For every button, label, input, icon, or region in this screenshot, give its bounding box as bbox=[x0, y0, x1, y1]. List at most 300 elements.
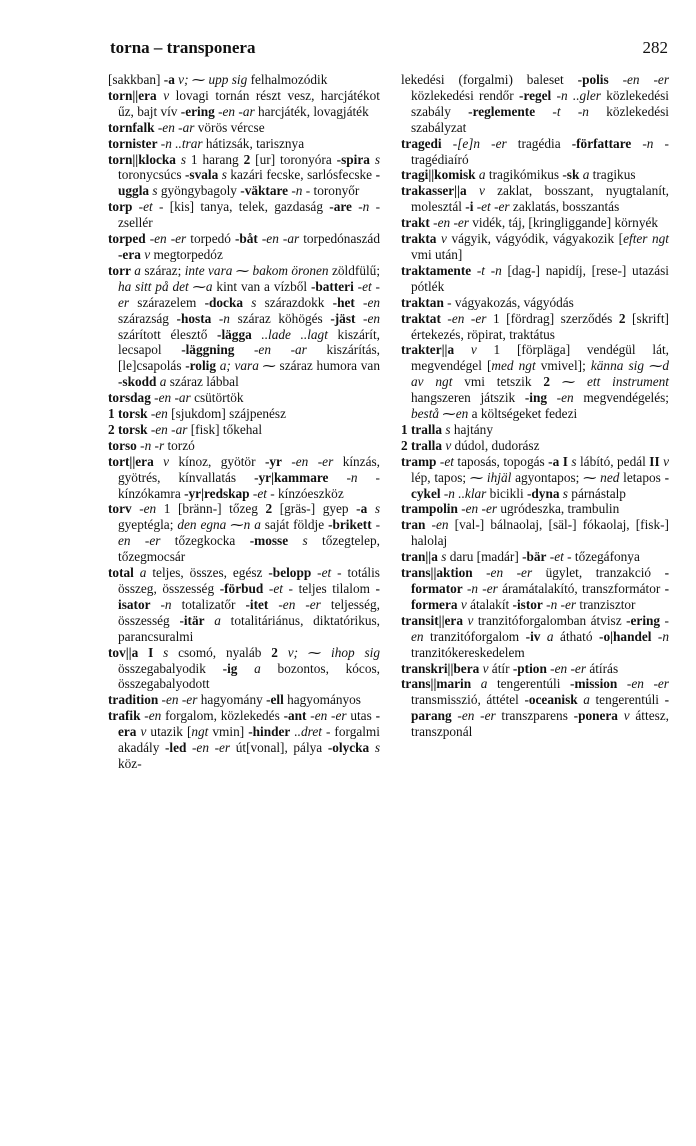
grammar-text: v bbox=[617, 708, 630, 724]
grammar-text: v bbox=[156, 87, 170, 103]
definition-text: csütörtök bbox=[190, 390, 244, 406]
grammar-text: ihjäl bbox=[486, 469, 512, 485]
grammar-text: bakom öronen bbox=[252, 262, 329, 278]
definition-text: száraz köhögés bbox=[229, 310, 331, 326]
grammar-text: efter ngt bbox=[623, 231, 670, 247]
dictionary-entry bbox=[401, 454, 669, 502]
headword-text: 2 bbox=[543, 374, 550, 390]
grammar-text: ha sitt på det bbox=[118, 278, 189, 294]
headword-text: -regel bbox=[519, 87, 552, 103]
grammar-text: -en -er bbox=[145, 231, 187, 247]
headword-text: -a I bbox=[548, 453, 568, 469]
definition-text: tengerentúli bbox=[589, 692, 665, 708]
grammar-text: a bbox=[540, 628, 554, 644]
grammar-text: -en bbox=[354, 294, 381, 310]
headword-text: -ig bbox=[222, 660, 238, 676]
definition-text: - teljes tilalom bbox=[282, 581, 376, 596]
headword-text: -belopp bbox=[268, 565, 312, 581]
grammar-text: v bbox=[457, 596, 467, 612]
headword-text: -yr|redskap bbox=[184, 485, 250, 501]
definition-text: [sakkban] bbox=[108, 72, 164, 87]
headword-text: 2 bbox=[618, 310, 626, 326]
grammar-text: -en -er bbox=[158, 692, 198, 708]
dictionary-entry bbox=[108, 438, 380, 454]
definition-text: felhalmozódik bbox=[247, 72, 328, 87]
definition-text: vmivel]; bbox=[535, 358, 591, 374]
definition-text: - toronyőr bbox=[302, 183, 360, 199]
grammar-text: -en -ar bbox=[234, 342, 307, 358]
grammar-text: -n bbox=[211, 310, 230, 326]
grammar-text: -n bbox=[328, 469, 358, 485]
grammar-text: bestå bbox=[411, 406, 440, 422]
definition-text: kiszárít, lecsapol bbox=[118, 326, 381, 358]
dictionary-entry bbox=[108, 454, 380, 502]
grammar-text: s bbox=[149, 183, 158, 199]
dictionary-entry bbox=[108, 501, 380, 565]
definition-text: bozontos, kócos, összegabalyodott bbox=[118, 660, 380, 692]
grammar-text: v; bbox=[174, 72, 192, 87]
headword-text: -väktare bbox=[240, 183, 289, 199]
definition-text: ⁓ bbox=[298, 644, 332, 660]
definition-text: megvendégelés; bbox=[573, 390, 669, 406]
headword-text: torped bbox=[108, 231, 146, 247]
dictionary-entry bbox=[401, 167, 669, 183]
grammar-text: ned bbox=[600, 469, 620, 485]
dictionary-entry bbox=[401, 565, 669, 613]
grammar-text: -et bbox=[436, 453, 454, 469]
headword-text: -era bbox=[118, 246, 141, 262]
dictionary-entry bbox=[401, 661, 669, 677]
grammar-text: -en -er bbox=[118, 517, 381, 549]
grammar-text: -n bbox=[288, 183, 303, 199]
dictionary-entry bbox=[108, 263, 380, 390]
grammar-text: -en bbox=[147, 406, 168, 422]
dictionary-entry bbox=[108, 390, 380, 406]
grammar-text: -en -er bbox=[429, 215, 469, 231]
definition-text: gyeptégla; bbox=[118, 517, 178, 533]
grammar-text: -n -er bbox=[462, 581, 498, 596]
definition-text: áramátalakító, transzformátor bbox=[497, 581, 665, 596]
definition-text: vmi tetszik bbox=[452, 374, 544, 390]
definition-text: áttesz, transzponál bbox=[411, 708, 669, 740]
grammar-text: v bbox=[462, 612, 474, 628]
definition-text: ⁓ bbox=[188, 278, 206, 294]
definition-text: közlekedési szabály bbox=[411, 87, 669, 119]
headword-text: trampolin bbox=[401, 501, 458, 517]
definition-text: szárazság bbox=[118, 310, 177, 326]
headword-text: -batteri bbox=[310, 278, 354, 294]
dictionary-entry bbox=[401, 263, 669, 295]
headword-text: -skodd bbox=[118, 374, 157, 390]
grammar-text: -en -ar bbox=[214, 103, 255, 119]
left-column bbox=[108, 72, 380, 772]
grammar-text: -en -er bbox=[472, 565, 533, 581]
headword-text: torp bbox=[108, 199, 133, 215]
headword-text: tov||a bbox=[108, 644, 139, 660]
definition-text: tranzitókereskedelem bbox=[411, 644, 525, 660]
grammar-text: ..lade ..lagt bbox=[251, 326, 328, 342]
grammar-text: -en -er bbox=[186, 740, 231, 756]
definition-text: [fisk] tőkehal bbox=[187, 421, 263, 437]
definition-text: tranzitóforgalom bbox=[423, 628, 526, 644]
headword-text: -ering bbox=[180, 103, 215, 119]
headword-text: traktan bbox=[401, 294, 444, 310]
headword-text: tran bbox=[401, 517, 426, 533]
grammar-text: d av ngt bbox=[411, 358, 670, 390]
grammar-text: -t -n bbox=[535, 103, 589, 119]
grammar-text: s bbox=[442, 421, 451, 437]
definition-text: hagyomány bbox=[197, 692, 267, 708]
definition-text: 1 [fördrag] szerződés bbox=[486, 310, 619, 326]
headword-text: tornister bbox=[108, 135, 158, 151]
grammar-text: a bbox=[204, 612, 221, 628]
definition-text: csomó, nyaláb bbox=[168, 644, 272, 660]
dictionary-entry bbox=[108, 645, 380, 693]
definition-text: közlekedési szabályzat bbox=[411, 103, 669, 135]
grammar-text: -en -er bbox=[281, 453, 334, 469]
headword-text: -mission bbox=[570, 676, 618, 692]
grammar-text: den egna bbox=[177, 517, 227, 533]
headword-text: -are bbox=[329, 199, 352, 215]
dictionary-entry bbox=[401, 438, 669, 454]
definition-text: agyontapos; ⁓ bbox=[511, 469, 601, 485]
definition-text: totalitáriánus, diktatórikus, parancsuralmi bbox=[118, 612, 380, 644]
grammar-text: -en bbox=[355, 310, 381, 326]
headword-text: -lägga bbox=[217, 326, 252, 342]
headword-text: -docka bbox=[204, 294, 243, 310]
grammar-text: -en -er bbox=[617, 676, 669, 692]
definition-text: összegabalyodik bbox=[118, 660, 223, 676]
definition-text: toronycsúcs bbox=[118, 167, 185, 183]
headword-text: trakasser||a bbox=[401, 183, 467, 199]
definition-text: vmi után] bbox=[411, 246, 463, 262]
definition-text: ⁓ bbox=[226, 517, 244, 533]
grammar-text: -n -r bbox=[136, 437, 165, 453]
definition-text: tranzitóforgalomban átvisz bbox=[473, 612, 627, 628]
grammar-text: v bbox=[454, 342, 477, 358]
headword-text: torv bbox=[108, 501, 132, 517]
definition-text: ⁓ bbox=[643, 358, 663, 374]
dictionary-entry bbox=[401, 215, 669, 231]
headword-text: trakta bbox=[401, 231, 437, 247]
grammar-text: s bbox=[567, 453, 577, 469]
grammar-text: -et bbox=[249, 485, 267, 501]
grammar-text: a bbox=[133, 565, 147, 581]
grammar-text: ihop sig bbox=[331, 644, 381, 660]
grammar-text: -n ..gler bbox=[551, 87, 601, 103]
page-header bbox=[110, 38, 668, 62]
definition-text: - [kis] tanya, telek, gazdaság bbox=[152, 199, 330, 215]
headword-text: I bbox=[148, 644, 154, 660]
definition-text: száraz lábbal bbox=[166, 374, 239, 390]
headword-text: 2 tralla bbox=[401, 437, 442, 453]
headword-text: transkri||bera bbox=[401, 660, 480, 676]
grammar-text: s bbox=[559, 485, 568, 501]
grammar-text: a bbox=[156, 374, 167, 390]
headword-text: -ant bbox=[283, 708, 307, 724]
definition-text: ⁓ bbox=[232, 262, 253, 278]
headword-text: tort||era bbox=[108, 453, 154, 469]
dictionary-entry bbox=[108, 406, 380, 422]
grammar-text: a; vara bbox=[215, 358, 259, 374]
definition-text: torpedó bbox=[186, 231, 235, 247]
grammar-text: v bbox=[479, 660, 489, 676]
grammar-text: -n bbox=[351, 199, 370, 215]
definition-text: - tragédiaíró bbox=[411, 135, 669, 167]
definition-text: daru [madár] bbox=[446, 549, 523, 565]
grammar-text: -et bbox=[263, 581, 283, 596]
headword-text: tran||a bbox=[401, 549, 438, 565]
headword-text: -rolig bbox=[185, 358, 216, 374]
grammar-text: s bbox=[288, 533, 308, 549]
grammar-text: -en -er bbox=[306, 708, 347, 724]
grammar-text: s bbox=[437, 549, 447, 565]
definition-text: ugródeszka, trambulin bbox=[497, 501, 620, 517]
headword-text: 1 tralla bbox=[401, 421, 442, 437]
headword-text: -läggning bbox=[181, 342, 235, 358]
definition-text: transmisszió, áttétel bbox=[411, 692, 525, 708]
headword-text: torsdag bbox=[108, 390, 151, 406]
definition-text: tranzisztor bbox=[576, 596, 636, 612]
grammar-text: s bbox=[175, 151, 187, 167]
definition-text: szárazelem bbox=[129, 294, 205, 310]
grammar-text: v bbox=[153, 453, 170, 469]
definition-text: kazári fecske, sarlósfecske bbox=[226, 167, 376, 183]
headword-text: II bbox=[649, 453, 660, 469]
definition-text: tragédia bbox=[506, 135, 572, 151]
grammar-text: -n ..trar bbox=[157, 135, 203, 151]
definition-text: kiszárítás, [le]csapolás bbox=[118, 342, 380, 374]
headword-text: -båt bbox=[234, 231, 258, 247]
grammar-text: -et -er bbox=[473, 199, 510, 215]
grammar-text: v bbox=[442, 437, 452, 453]
definition-text: vágyik, vágyódik, vágyakozik [ bbox=[446, 231, 624, 247]
grammar-text: -t -n bbox=[471, 262, 502, 278]
definition-text: 1 harang bbox=[186, 151, 244, 167]
grammar-text: a bbox=[254, 517, 261, 533]
dictionary-entry bbox=[401, 295, 669, 311]
definition-text: taposás, topogás bbox=[453, 453, 549, 469]
definition-text: száraz; bbox=[140, 262, 185, 278]
definition-text bbox=[138, 645, 148, 660]
definition-text: köz- bbox=[118, 755, 142, 771]
definition-text: [ur] toronyóra bbox=[250, 151, 337, 167]
definition-text: ⁓ bbox=[191, 72, 209, 87]
definition-text: 1 [förpläga] vendégül lát, megvendégel [ bbox=[411, 342, 669, 374]
headword-text: -i bbox=[465, 199, 474, 215]
grammar-text: -et bbox=[546, 549, 564, 565]
grammar-text: upp sig bbox=[208, 72, 248, 87]
definition-text: átható bbox=[553, 628, 600, 644]
definition-text: kínoz, gyötör bbox=[169, 453, 265, 469]
headword-text: -förbud bbox=[219, 581, 264, 596]
dictionary-entry bbox=[108, 88, 380, 120]
headword-text: -författare bbox=[571, 135, 632, 151]
headword-text: -era bbox=[118, 708, 380, 740]
definition-text: dúdol, dudorász bbox=[451, 437, 540, 453]
definition-text: tragikómikus bbox=[485, 167, 563, 183]
dictionary-entry bbox=[401, 501, 669, 517]
grammar-text: -n bbox=[150, 596, 172, 612]
definition-text: bicikli bbox=[486, 485, 527, 501]
grammar-text: ett instrument bbox=[586, 374, 670, 390]
grammar-text: -en -er bbox=[268, 596, 321, 612]
dictionary-entry bbox=[108, 136, 380, 152]
grammar-text: -en -er bbox=[457, 501, 498, 517]
grammar-text: -n bbox=[651, 628, 670, 644]
grammar-text: a bbox=[205, 278, 213, 294]
definition-text: kint van a vízből bbox=[212, 278, 311, 294]
grammar-text: ngt bbox=[191, 724, 209, 740]
definition-text: hátizsák, tarisznya bbox=[202, 135, 305, 151]
definition-text: gyöngybagoly bbox=[157, 183, 241, 199]
grammar-text: s bbox=[369, 740, 380, 756]
definition-text: zaklatás, bosszantás bbox=[509, 199, 620, 215]
headword-text: trans||aktion bbox=[401, 565, 473, 581]
definition-text: forgalom, közlekedés bbox=[161, 708, 284, 724]
grammar-text: s bbox=[153, 644, 169, 660]
grammar-text: v bbox=[140, 246, 151, 262]
definition-text: harcjáték, lovagjáték bbox=[254, 103, 369, 119]
headword-text: -mosse bbox=[249, 533, 289, 549]
grammar-text: v; bbox=[277, 644, 299, 660]
headword-text: -bär bbox=[522, 549, 547, 565]
dictionary-entry bbox=[401, 549, 669, 565]
headword-text: -cykel bbox=[411, 469, 670, 501]
definition-text: - tőzegáfonya bbox=[563, 549, 640, 565]
dictionary-entry bbox=[401, 613, 669, 661]
definition-text: teljes, összes, egész bbox=[146, 565, 269, 581]
headword-text: -o|handel bbox=[599, 628, 652, 644]
definition-text: torpedónaszád bbox=[299, 231, 380, 247]
headword-text: trakt bbox=[401, 215, 430, 231]
grammar-text: en bbox=[455, 406, 469, 422]
dictionary-entry bbox=[108, 72, 380, 88]
definition-text: ügylet, tranzakció bbox=[532, 565, 665, 581]
headword-text: -ponera bbox=[573, 708, 618, 724]
dictionary-entry bbox=[401, 231, 669, 263]
grammar-text: inte vara bbox=[184, 262, 233, 278]
grammar-text: -en bbox=[140, 708, 162, 724]
grammar-text: -en -er bbox=[608, 72, 669, 87]
headword-text: -uggla bbox=[118, 167, 380, 199]
definition-text: zaklat, bosszant, nyugtalanít, molesztál bbox=[411, 183, 669, 215]
dictionary-entry bbox=[401, 342, 669, 422]
headword-text: torso bbox=[108, 437, 137, 453]
dictionary-entry bbox=[108, 422, 380, 438]
headword-text: trakter||a bbox=[401, 342, 455, 358]
grammar-text: -en -er bbox=[440, 310, 487, 326]
headword-text: -itär bbox=[179, 612, 205, 628]
definition-text: teljesség, összesség bbox=[118, 596, 380, 628]
grammar-text: -n -er bbox=[542, 596, 577, 612]
headword-text: transit||era bbox=[401, 612, 463, 628]
headword-text: tragedi bbox=[401, 135, 442, 151]
headword-text: -a bbox=[163, 72, 175, 87]
headword-text: 1 torsk bbox=[108, 406, 148, 422]
headword-text: 2 bbox=[243, 151, 251, 167]
definition-text: utas bbox=[346, 708, 376, 724]
dictionary-entry bbox=[108, 708, 380, 772]
dictionary-entry bbox=[401, 183, 669, 215]
definition-text: [sjukdom] szájpenész bbox=[167, 406, 287, 422]
dictionary-entry bbox=[401, 517, 669, 549]
grammar-text: a bbox=[577, 692, 590, 708]
definition-text: hagyományos bbox=[283, 692, 361, 708]
headword-text: total bbox=[108, 565, 134, 581]
headword-text: -ption bbox=[512, 660, 547, 676]
definition-text: transzparens bbox=[495, 708, 574, 724]
dictionary-entry bbox=[401, 422, 669, 438]
definition-text: tőzegkocka bbox=[160, 533, 250, 549]
grammar-text: känna sig bbox=[590, 358, 644, 374]
headword-text: -olycka bbox=[327, 740, 370, 756]
definition-text: vmin] bbox=[208, 724, 249, 740]
grammar-text: -en -er bbox=[546, 660, 586, 676]
definition-text: a költségeket fedezi bbox=[468, 406, 578, 422]
headword-text: -led bbox=[164, 740, 187, 756]
headword-text: traktat bbox=[401, 310, 441, 326]
grammar-text: -en -ar bbox=[150, 390, 191, 406]
grammar-text: -en -ar bbox=[257, 231, 300, 247]
definition-text: párnástalp bbox=[567, 485, 626, 501]
running-head-title: torna – transponera bbox=[110, 38, 256, 57]
headword-text: -svala bbox=[185, 167, 219, 183]
definition-text: lovagi tornán részt vesz, harcjátékot űz, bajt vív bbox=[118, 87, 380, 119]
definition-text: szárazdokk bbox=[256, 294, 333, 310]
headword-text: -ing bbox=[524, 390, 548, 406]
headword-text: -jäst bbox=[330, 310, 356, 326]
grammar-text: -n ..klar bbox=[440, 485, 487, 501]
grammar-text: -et bbox=[132, 199, 153, 215]
headword-text: torr bbox=[108, 262, 131, 278]
definition-text: hangszeren játszik bbox=[411, 390, 525, 406]
grammar-text: -[e]n -er bbox=[441, 135, 507, 151]
grammar-text: med ngt bbox=[491, 358, 536, 374]
headword-text: -brikett bbox=[328, 517, 372, 533]
headword-text: -yr bbox=[264, 453, 282, 469]
headword-text: -itet bbox=[245, 596, 269, 612]
grammar-text: v bbox=[136, 724, 147, 740]
headword-text: trans||marin bbox=[401, 676, 472, 692]
grammar-text: s bbox=[218, 167, 227, 183]
grammar-text: s bbox=[243, 294, 257, 310]
dictionary-entry bbox=[401, 311, 669, 343]
headword-text: -polis bbox=[577, 72, 609, 87]
definition-text: megtorpedóz bbox=[150, 246, 223, 262]
definition-text: torzó bbox=[164, 437, 195, 453]
definition-text: ⁓ száraz humora van bbox=[258, 358, 380, 374]
grammar-text: -en bbox=[547, 390, 574, 406]
headword-text: -formator bbox=[411, 565, 669, 596]
dictionary-entry bbox=[401, 136, 669, 168]
definition-text: lép, tapos; ⁓ bbox=[411, 469, 487, 485]
definition-text: [dag-] napidíj, [rese-] utazási pótlék bbox=[411, 262, 669, 294]
dictionary-entry bbox=[108, 565, 380, 645]
grammar-text: a bbox=[579, 167, 590, 183]
headword-text: torn||klocka bbox=[108, 151, 176, 167]
page-number: 282 bbox=[642, 38, 668, 57]
grammar-text: ..dret bbox=[290, 724, 322, 740]
definition-text: [skrift] értekezés, röpirat, traktátus bbox=[411, 310, 669, 342]
definition-text: - forgalmi akadály bbox=[118, 724, 380, 756]
grammar-text: s bbox=[367, 501, 380, 517]
definition-text: lekedési (forgalmi) baleset bbox=[401, 72, 578, 87]
headword-text: -hinder bbox=[248, 724, 291, 740]
definition-text: tőzegtelep, tőzegmocsár bbox=[118, 533, 380, 565]
dictionary-entry bbox=[108, 231, 380, 263]
definition-text: - kínzókamra bbox=[118, 469, 380, 501]
